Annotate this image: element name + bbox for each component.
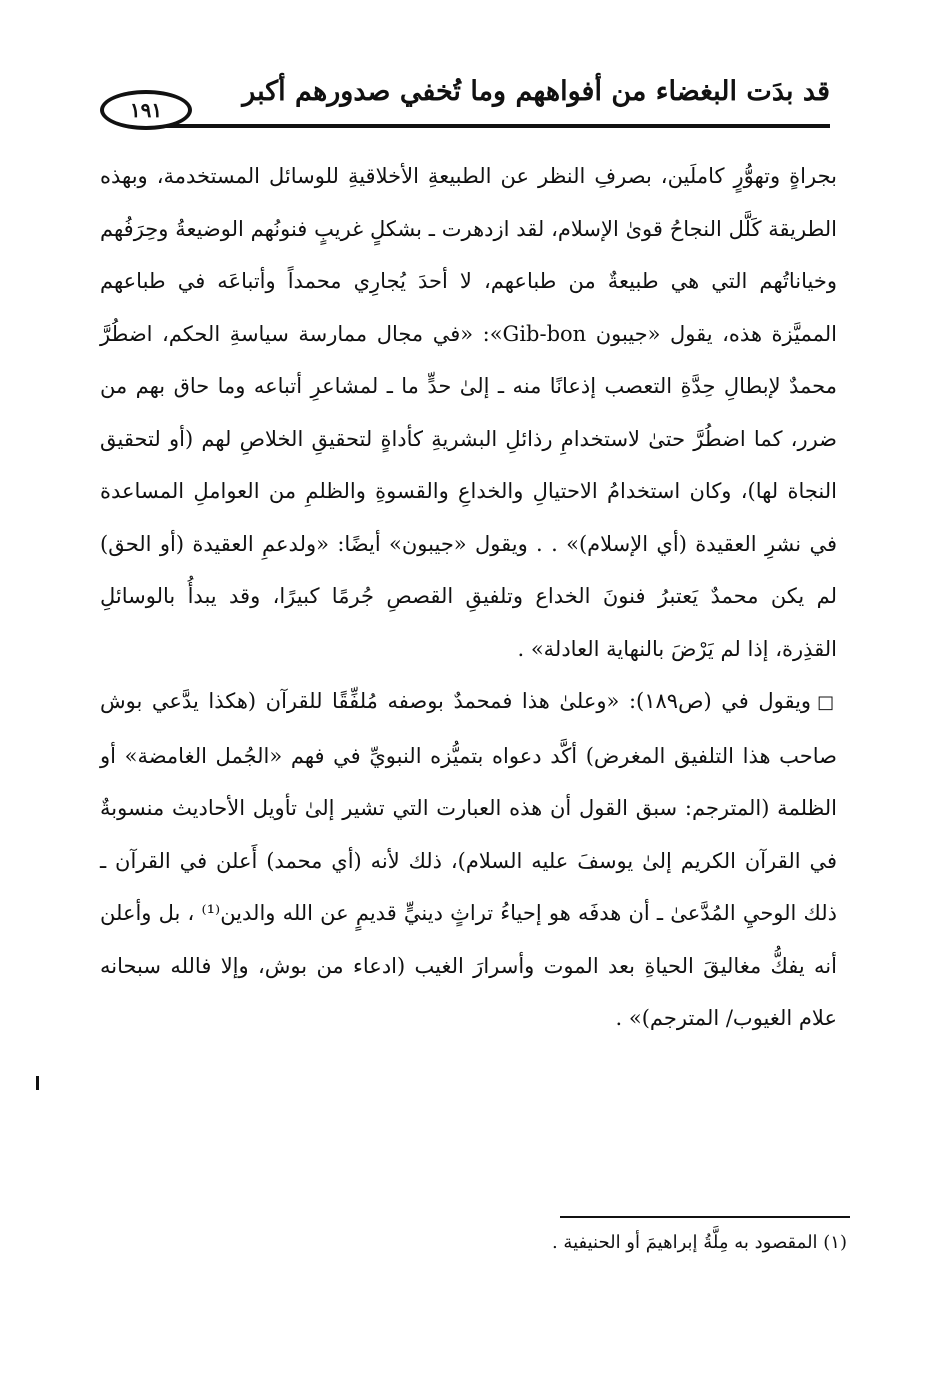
paragraph-1: بجراةٍ وتهوُّرٍ كاملَين، بصرفِ النظر عن الطبيعةِ الأخلاقيةِ للوسائل المستخدمة، وبهذه الطريقة كَلَّل النجاحُ قوىٰ الإسلام، لقد ازدهرت ـ بشكلٍ غريبٍ فنونُهم الوضيعةُ وحِرَفُهم وخياناتُهم التي هي طبيعةٌ من طباعهم، لا أحدَ يُجارِي محمداً وأتباعَه في طباعهم المميَّزة هذه، يقول «جيبون Gib-bon»: «في مجال ممارسة سياسةِ الحكم، اضطُرَّ محمدٌ لإبطالِ حِدَّةِ التعصب إذعانًا منه ـ إلىٰ حدٍّ ما ـ لمشاعرِ أتباعه وما حاق بهم من ضرر، كما اضطُرَّ حتىٰ لاستخدامِ رذائلِ البشريةِ كأداةٍ لتحقيقِ الخلاصِ لهم (أو لتحقيق النجاة لها)، وكان استخدامُ الاحتيالِ والخداعِ والقسوةِ والظلمِ من العواملِ المساعدة في نشرِ العقيدة (أي الإسلام)» . . ويقول «جيبون» أيضًا: «ولدعمِ العقيدة (أو الحق) لم يكن محمدٌ يَعتبرُ فنونَ الخداع وتلفيقِ القصصِ جُرمًا كبيرًا، وقد يبدأُ بالوسائلِ القذِرة، إذا لم يَرْضَ بالنهاية العادلة» . — [100, 164, 837, 661]
paragraph-2-text: ويقول في (ص١٨٩): «وعلىٰ هذا فمحمدٌ بوصفه مُلفِّقًا للقرآن (هكذا يدَّعي بوش صاحب هذا التلفيق المغرض) أكَّد دعواه بتميُّزه النبويِّ في فهم «الجُمل الغامضة» أو الظلمة (المترجم: سبق القول أن هذه العبارت التي تشير إلىٰ تأويل الأحاديث منسوبةٌ في القرآن الكريم إلىٰ يوسفَ عليه السلام)، ذلك لأنه (أي محمد) أَعلن في القرآن ـ ذلك الوحيِ المُدَّعىٰ ـ أن هدفَه هو إحياءُ تراثٍ دينيٍّ قديمٍ عن الله والدين⁽¹⁾ ، بل وأعلن أنه يفكُّ مغاليقَ الحياةِ بعد الموت وأسرارَ الغيب (ادعاء من بوش، وإلا فالله سبحانه علام الغيوب/ المترجم)» . — [100, 689, 837, 1030]
footnote: (١) المقصود به مِلَّةُ إبراهيمَ أو الحنيفية . — [551, 1232, 847, 1253]
margin-mark — [36, 1076, 39, 1090]
header-rule — [130, 124, 830, 128]
running-title: قد بدَت البغضاء من أفواههم وما تُخفي صدورهم أكبر — [242, 76, 830, 107]
paragraph-2 — [100, 675, 837, 1045]
main-text — [100, 150, 837, 1045]
page-number: ١٩١ — [100, 90, 192, 130]
footnote-rule — [560, 1216, 850, 1218]
page-header — [100, 72, 830, 138]
square-marker-icon: □ — [817, 692, 837, 713]
